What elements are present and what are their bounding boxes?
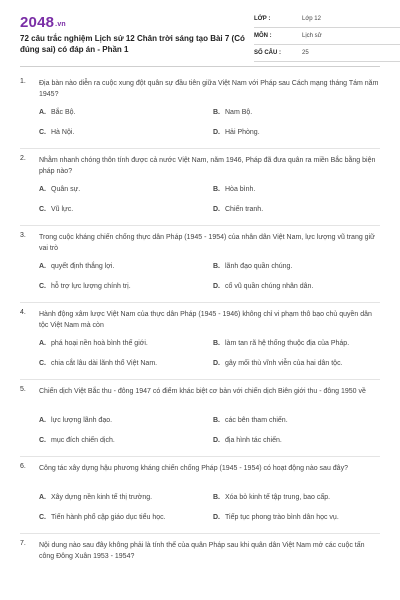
answer-option-c[interactable] — [39, 511, 166, 525]
option-text: chia cắt lâu dài lãnh thổ Việt Nam. — [51, 360, 158, 367]
option-text: Chiến tranh. — [225, 206, 264, 213]
option-text: Xây dựng nền kinh tế thị trường. — [51, 494, 153, 501]
answer-option-d[interactable] — [213, 357, 343, 371]
option-letter: C. — [39, 129, 46, 136]
question-text: Hành động xâm lược Việt Nam của thực dân Pháp (1945 - 1946) không chỉ vi phạm thô bạo chủ quyền dân tộc Việt Nam mà còn — [39, 311, 372, 329]
question-number: 6. — [20, 463, 26, 470]
question-number: 5. — [20, 386, 26, 393]
option-letter: C. — [39, 437, 46, 444]
option-text: lãnh đạo quần chúng. — [225, 263, 293, 270]
option-text: hỗ trợ lực lượng chính trị. — [51, 283, 131, 290]
meta-label: SỐ CÂU : — [254, 50, 281, 56]
question-number: 1. — [20, 78, 26, 85]
meta-value: Lịch sử — [302, 33, 322, 39]
question-item — [20, 309, 380, 380]
option-letter: A. — [39, 417, 46, 424]
answer-option-b[interactable] — [213, 337, 349, 351]
meta-row-subject — [254, 31, 400, 45]
answer-option-c[interactable] — [39, 280, 131, 294]
option-letter: C. — [39, 360, 46, 367]
option-text: Hòa bình. — [225, 186, 256, 193]
option-letter: C. — [39, 206, 46, 213]
answer-option-b[interactable] — [213, 183, 255, 197]
option-letter: A. — [39, 263, 46, 270]
question-item — [20, 232, 380, 303]
option-text: các bên tham chiến. — [225, 417, 288, 424]
option-letter: D. — [213, 360, 220, 367]
option-letter: B. — [213, 109, 220, 116]
site-logo[interactable] — [20, 14, 66, 31]
answer-option-d[interactable] — [213, 126, 260, 140]
answer-option-a[interactable] — [39, 414, 112, 428]
option-letter: A. — [39, 494, 46, 501]
option-text: Hà Nội. — [51, 129, 75, 136]
question-list — [20, 78, 380, 568]
question-text: Chiến dịch Việt Bắc thu - đông 1947 có điểm khác biệt cơ bản với chiến dịch Biên giới thu - đông 1950 về — [39, 388, 366, 395]
question-text: Trong cuộc kháng chiến chống thực dân Pháp (1945 - 1954) của nhân dân Việt Nam, lực lượng vũ trang giữ vai trò — [39, 234, 375, 252]
document-header — [20, 14, 380, 62]
option-text: gây mối thù vĩnh viễn của hai dân tộc. — [225, 360, 343, 367]
question-item — [20, 155, 380, 226]
option-text: lực lượng lãnh đạo. — [51, 417, 113, 424]
question-item — [20, 540, 380, 562]
document-title: 72 câu trắc nghiệm Lịch sử 12 Chân trời sáng tạo Bài 7 (Có đúng sai) có đáp án - Phần 1 — [20, 34, 245, 54]
option-letter: B. — [213, 186, 220, 193]
option-text: làm tan rã hệ thống thuộc địa của Pháp. — [225, 340, 350, 347]
document-meta — [254, 14, 400, 65]
answer-option-b[interactable] — [213, 414, 288, 428]
answer-option-d[interactable] — [213, 203, 263, 217]
answer-option-b[interactable] — [213, 106, 252, 120]
option-text: địa hình tác chiến. — [225, 437, 282, 444]
logo-text: 2048 — [20, 14, 55, 31]
option-letter: D. — [213, 206, 220, 213]
option-letter: B. — [213, 417, 220, 424]
option-text: cổ vũ quần chúng nhân dân. — [225, 283, 314, 290]
answer-option-a[interactable] — [39, 491, 152, 505]
answer-option-a[interactable] — [39, 183, 80, 197]
answer-option-c[interactable] — [39, 357, 157, 371]
meta-row-class — [254, 14, 400, 28]
option-letter: D. — [213, 129, 220, 136]
question-number: 3. — [20, 232, 26, 239]
answer-option-b[interactable] — [213, 491, 330, 505]
question-text: Công tác xây dựng hậu phương kháng chiến chống Pháp (1945 - 1954) có hoạt động nào sau đây? — [39, 465, 348, 472]
answer-options — [39, 260, 380, 300]
option-letter: D. — [213, 514, 220, 521]
answer-option-a[interactable] — [39, 260, 114, 274]
question-divider — [20, 302, 380, 303]
option-letter: D. — [213, 283, 220, 290]
option-letter: A. — [39, 186, 46, 193]
option-letter: C. — [39, 514, 46, 521]
question-number: 4. — [20, 309, 26, 316]
answer-option-d[interactable] — [213, 511, 339, 525]
meta-label: LỚP : — [254, 16, 271, 22]
answer-option-d[interactable] — [213, 434, 282, 448]
question-number: 2. — [20, 155, 26, 162]
meta-value: Lớp 12 — [302, 16, 321, 22]
option-letter: C. — [39, 283, 46, 290]
option-text: Tiếp tục phong trào bình dân học vụ. — [225, 514, 339, 521]
question-divider — [20, 533, 380, 534]
question-divider — [20, 456, 380, 457]
option-text: Tiến hành phổ cập giáo dục tiểu học. — [51, 514, 166, 521]
answer-options — [39, 414, 380, 454]
answer-option-c[interactable] — [39, 126, 74, 140]
question-item — [20, 463, 380, 534]
option-letter: B. — [213, 263, 220, 270]
answer-option-a[interactable] — [39, 337, 148, 351]
meta-label: MÔN : — [254, 33, 272, 39]
option-text: Xóa bỏ kinh tế tập trung, bao cấp. — [225, 494, 331, 501]
question-text: Địa bàn nào diễn ra cuộc xung đột quân sự đầu tiên giữa Việt Nam với Pháp sau Cách mạng tháng Tám năm 1945? — [39, 80, 379, 98]
question-divider — [20, 379, 380, 380]
answer-option-b[interactable] — [213, 260, 292, 274]
option-text: Hải Phòng. — [225, 129, 260, 136]
option-text: Quân sự. — [51, 186, 81, 193]
question-divider — [20, 225, 380, 226]
option-text: Nam Bộ. — [225, 109, 253, 116]
answer-options — [39, 106, 380, 146]
question-item — [20, 386, 380, 457]
question-divider — [20, 148, 380, 149]
answer-options — [39, 183, 380, 223]
option-text: phá hoại nền hoà bình thế giới. — [51, 340, 148, 347]
question-text: Nội dung nào sau đây không phải là tính thế của quân Pháp sau khi quân dân Việt Nam mở các cuộc tấn công Đông Xuân 1953 - 1954? — [39, 542, 365, 560]
question-text: Nhằm nhanh chóng thôn tính được cả nước Việt Nam, năm 1946, Pháp đã đưa quân ra miền Bắc bằng biện pháp nào? — [39, 157, 376, 175]
answer-option-a[interactable] — [39, 106, 76, 120]
option-letter: B. — [213, 494, 220, 501]
option-text: mục đích chiến dịch. — [51, 437, 115, 444]
option-letter: A. — [39, 340, 46, 347]
header-divider — [20, 66, 380, 67]
option-letter: D. — [213, 437, 220, 444]
logo-suffix: .vn — [55, 21, 66, 28]
option-letter: A. — [39, 109, 46, 116]
answer-option-d[interactable] — [213, 280, 313, 294]
answer-option-c[interactable] — [39, 434, 115, 448]
question-number: 7. — [20, 540, 26, 547]
option-text: Vũ lực. — [51, 206, 74, 213]
meta-value: 25 — [302, 50, 309, 56]
option-text: quyết định thắng lợi. — [51, 263, 115, 270]
answer-options — [39, 337, 380, 377]
question-item — [20, 78, 380, 149]
answer-option-c[interactable] — [39, 203, 73, 217]
option-letter: B. — [213, 340, 220, 347]
meta-row-question-count — [254, 48, 400, 62]
option-text: Bắc Bộ. — [51, 109, 76, 116]
answer-options — [39, 491, 380, 531]
